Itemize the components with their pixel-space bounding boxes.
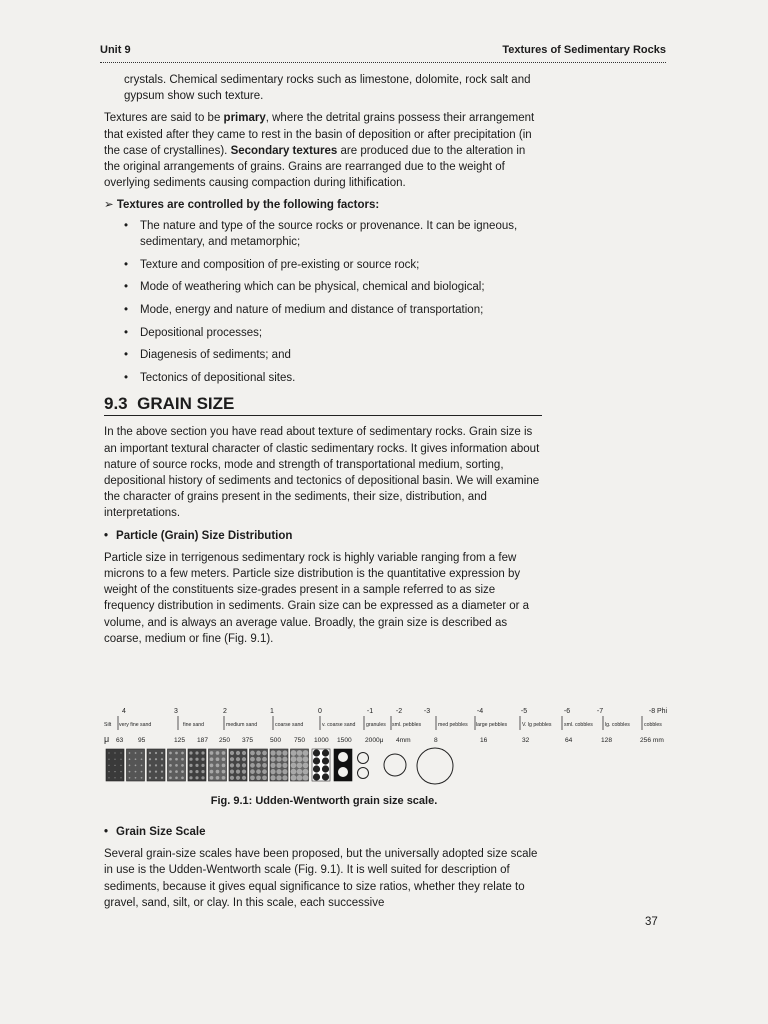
grain-dot <box>149 777 151 779</box>
grain-dot <box>114 771 115 772</box>
size-class-label: V. lg pebbles <box>522 722 552 728</box>
grain-dot <box>149 764 151 766</box>
bullet: • <box>104 826 109 838</box>
grain-dot <box>155 777 157 779</box>
grain-dot <box>222 770 226 774</box>
grain-dot <box>141 771 143 773</box>
grain-dot <box>129 752 131 754</box>
bullet: • <box>124 303 129 316</box>
grain-dot <box>303 775 309 781</box>
grain-dot <box>135 758 137 760</box>
list-item <box>124 218 544 250</box>
grain-dot <box>189 758 192 761</box>
grain-dot <box>276 757 281 762</box>
bullet: • <box>124 326 129 339</box>
grain-dot <box>169 776 172 779</box>
grain-dot <box>108 771 109 772</box>
pebble-hole <box>338 752 348 762</box>
grain-dot <box>161 771 163 773</box>
size-class-label: coarse sand <box>275 722 304 728</box>
list-item-text: Mode, energy and nature of medium and distance of transportation; <box>140 303 484 316</box>
bullet: • <box>124 372 129 385</box>
phi-value: 3 <box>174 708 178 715</box>
grain-dot <box>120 771 121 772</box>
texture-paragraph <box>104 110 544 191</box>
size-class-label: lg. cobbles <box>605 722 630 728</box>
grain-dot <box>270 757 275 762</box>
term-secondary-textures: Secondary textures <box>230 144 338 157</box>
phi-value: -6 <box>563 708 571 715</box>
granule-dot <box>313 757 320 764</box>
grain-dot <box>169 770 172 773</box>
granule-dot <box>322 757 329 764</box>
list-item <box>124 347 544 363</box>
grain-dot <box>141 765 143 767</box>
size-class-label: medium sand <box>226 722 258 728</box>
grain-dot <box>282 775 287 780</box>
grain-dot <box>135 771 137 773</box>
grain-dot <box>276 750 281 755</box>
grain-dot <box>195 764 198 767</box>
grain-dot <box>222 751 226 755</box>
grain-dot <box>181 758 184 761</box>
grain-dot <box>149 758 151 760</box>
grain-dot <box>155 752 157 754</box>
chapter-title: Textures of Sedimentary Rocks <box>502 44 666 56</box>
grain-dot <box>256 751 261 756</box>
grain-dot <box>114 765 115 766</box>
grain-dot <box>129 758 131 760</box>
intro-continuation: crystals. Chemical sedimentary rocks such as limestone, dolomite, rock salt and gypsum show such texture. <box>124 74 531 103</box>
grain-dot <box>135 777 137 779</box>
size-class-label: sml. cobbles <box>564 722 593 728</box>
mu-symbol: μ <box>104 734 110 744</box>
mm-value: 8 <box>434 737 438 744</box>
grain-dot <box>161 764 163 766</box>
grain-dot <box>108 777 109 778</box>
grain-dot <box>169 764 172 767</box>
grain-dot <box>175 764 178 767</box>
size-class-label: cobbles <box>644 722 662 728</box>
micron-value: 1000 <box>314 737 329 744</box>
micron-value: 250 <box>219 737 231 744</box>
page-number: 37 <box>645 916 658 928</box>
micron-value: 750 <box>294 737 306 744</box>
phi-value: -1 <box>366 708 374 715</box>
grain-dot <box>175 776 178 779</box>
grain-dot <box>189 764 192 767</box>
grain-dot <box>262 757 267 762</box>
size-class-label: granules <box>366 722 386 728</box>
mm-value: 64 <box>565 737 573 744</box>
grain-dot <box>242 776 246 780</box>
grain-dot <box>250 769 255 774</box>
phi-value: -2 <box>395 708 403 715</box>
grain-dot <box>291 763 297 769</box>
grain-dot <box>141 758 143 760</box>
phi-value: -3 <box>423 708 431 715</box>
grain-dot <box>201 770 204 773</box>
grain-dot <box>201 751 204 754</box>
grain-dot <box>189 776 192 779</box>
phi-value: 4 <box>122 708 126 715</box>
grain-dot <box>230 770 234 774</box>
grain-dot <box>282 769 287 774</box>
micron-value: 187 <box>197 737 209 744</box>
mm-value: 16 <box>480 737 488 744</box>
mm-value: 256 mm <box>640 737 664 744</box>
grain-dot <box>195 751 198 754</box>
size-class-label: Silt <box>104 722 112 728</box>
list-item-text: Depositional processes; <box>140 326 263 339</box>
grain-dot <box>270 750 275 755</box>
grain-dot <box>216 757 220 761</box>
bullet: • <box>124 349 129 362</box>
grain-dot <box>210 776 214 780</box>
mm-value: 32 <box>522 737 530 744</box>
grain-dot <box>256 757 261 762</box>
micron-value: 95 <box>138 737 146 744</box>
grain-dot <box>303 769 309 775</box>
grain-dot <box>189 751 192 754</box>
section-heading <box>104 396 542 416</box>
term-primary: primary <box>223 112 266 125</box>
grain-dot <box>210 757 214 761</box>
grain-dot <box>169 752 172 755</box>
grain-dot <box>129 765 131 767</box>
grain-dot <box>262 769 267 774</box>
phi-value: -7 <box>596 708 604 715</box>
unit-label: Unit 9 <box>100 44 131 56</box>
grain-dot <box>297 763 303 769</box>
grain-dot <box>149 771 151 773</box>
grain-dot <box>155 764 157 766</box>
grain-dot <box>114 752 115 753</box>
running-header <box>100 44 666 63</box>
list-item-text: Mode of weathering which can be physical, chemical and biological; <box>140 281 485 294</box>
grain-dot <box>303 763 309 769</box>
section-number: 9.3 <box>104 394 128 414</box>
subheading-scale <box>104 824 544 840</box>
size-class-label: sml. pebbles <box>392 722 422 728</box>
phi-value: -8 <box>648 708 656 715</box>
grain-dot <box>291 750 297 756</box>
granule-dot <box>313 773 320 780</box>
grain-dot <box>149 752 151 754</box>
grain-dot <box>222 764 226 768</box>
size-class-label: large pebbles <box>476 722 508 728</box>
grain-dot <box>141 777 143 779</box>
mm-value: 4mm <box>396 737 411 744</box>
list-item <box>124 257 544 273</box>
phi-value: -4 <box>476 708 484 715</box>
text-run: are produced due to the alteration in the original arrangements of grains. Grains are rearranged due to the weight of overlying sediments causing compaction during lithification. <box>104 144 526 190</box>
grain-dot <box>236 770 240 774</box>
scale-paragraph: Several grain-size scales have been proposed, but the universally adopted size scale in use is the Udden-Wentworth scale (Fig. 9.1). It is well suited for description of sediments, because it gives equal significance to size ratios, whether they relate to gravel, sand, silt, or clay. In this scale, each successive <box>104 848 538 909</box>
grain-dot <box>236 763 240 767</box>
text-run: , where the detrital grains possess their arrangement that existed after they came to rest in the basin of deposition or after precipitation (in the case of crystallines). <box>104 112 535 157</box>
grain-dot <box>291 756 297 762</box>
grain-dot <box>262 763 267 768</box>
granule-dot <box>322 765 329 772</box>
granule-dot <box>322 773 329 780</box>
grain-dot <box>230 751 234 755</box>
grain-dot <box>270 769 275 774</box>
size-class-label: v. coarse sand <box>322 722 356 728</box>
main-text <box>104 72 544 653</box>
grain-dot <box>297 769 303 775</box>
grain-dot <box>236 757 240 761</box>
grain-dot <box>250 757 255 762</box>
grain-dot <box>181 776 184 779</box>
grain-dot <box>181 770 184 773</box>
grain-dot <box>108 759 109 760</box>
phi-label: Phi <box>657 708 668 715</box>
pebble-hole <box>338 767 348 777</box>
grain-size-figure <box>104 705 680 813</box>
bullet: • <box>124 281 129 294</box>
text-run: Textures are said to be <box>104 112 224 125</box>
grain-dot <box>242 770 246 774</box>
grain-dot <box>216 770 220 774</box>
list-item-text: Texture and composition of pre-existing or source rock; <box>140 258 420 271</box>
bullet: • <box>104 529 109 542</box>
grain-dot <box>161 777 163 779</box>
grain-dot <box>222 776 226 780</box>
grain-dot <box>155 771 157 773</box>
grain-dot <box>175 752 178 755</box>
grain-dot <box>195 770 198 773</box>
grain-dot <box>114 777 115 778</box>
factors-heading: ➢ Textures are controlled by the following factors: <box>104 199 380 212</box>
phi-value: -5 <box>520 708 528 715</box>
list-item-text: The nature and type of the source rocks or provenance. It can be igneous, sedimentary, and metamorphic; <box>140 219 518 248</box>
grain-dot <box>236 776 240 780</box>
grain-dot <box>201 758 204 761</box>
grain-dot <box>256 763 261 768</box>
grain-dot <box>216 751 220 755</box>
grain-dot <box>303 756 309 762</box>
grain-size-paragraph: In the above section you have read about texture of sedimentary rocks. Grain size is an important textural character of clastic sedimentary rocks. It gives information about nature of source rocks, mode and strength of transportational medium, sorting, depositional history of sediments and tectonics of depositional basin. We will examine the character of grains present in the sediments, their size, distribution, and interpretations. <box>104 426 540 520</box>
grain-dot <box>222 757 226 761</box>
list-item <box>124 325 544 341</box>
grain-dot <box>201 776 204 779</box>
grain-dot <box>120 759 121 760</box>
grain-dot <box>135 752 137 754</box>
grain-dot <box>189 770 192 773</box>
list-item <box>124 370 544 386</box>
grain-dot <box>242 757 246 761</box>
grain-dot <box>250 751 255 756</box>
grain-dot <box>262 751 267 756</box>
size-class-label: very fine sand <box>119 722 152 728</box>
figure-caption: Fig. 9.1: Udden-Wentworth grain size scale. <box>210 795 438 807</box>
grain-dot <box>161 752 163 754</box>
micron-value: 375 <box>242 737 254 744</box>
list-item <box>124 302 544 318</box>
grain-dot <box>195 776 198 779</box>
micron-value: 2000μ <box>365 737 384 744</box>
grain-dot <box>129 777 131 779</box>
list-item-text: Diagenesis of sediments; and <box>140 349 291 362</box>
phi-value: 1 <box>270 708 274 715</box>
grain-dot <box>236 751 240 755</box>
grain-dot <box>303 750 309 756</box>
grain-dot <box>297 750 303 756</box>
grain-dot <box>181 764 184 767</box>
grain-dot <box>210 770 214 774</box>
bullet: • <box>124 219 129 232</box>
grain-dot <box>161 758 163 760</box>
phi-value: 2 <box>223 708 227 715</box>
grain-dot <box>201 764 204 767</box>
grain-dot <box>282 763 287 768</box>
grain-dot <box>108 752 109 753</box>
pebble-circle-large <box>417 748 453 784</box>
grain-dot <box>155 758 157 760</box>
micron-value: 1500 <box>337 737 352 744</box>
granule-dot <box>313 765 320 772</box>
distribution-paragraph: Particle size in terrigenous sedimentary rock is highly variable ranging from a few microns to a few meters. Particle size distribution is the quantitative expression by weight of the constituents size-grades present in a sample referred to as size frequency distribution in sediments. Grain size can be expressed as a diameter or a volume, and is always an average value. Broadly, the grain size is described as coarse, medium or fine (Fig. 9.1). <box>104 551 530 645</box>
pebble-circle-small <box>358 753 369 764</box>
grain-dot <box>210 751 214 755</box>
grain-dot <box>195 758 198 761</box>
grain-dot <box>291 769 297 775</box>
grain-dot <box>276 769 281 774</box>
grain-dot <box>242 751 246 755</box>
grain-dot <box>120 752 121 753</box>
list-item <box>124 279 544 295</box>
factors-list <box>104 218 544 387</box>
subheading-distribution <box>104 528 544 544</box>
phi-value: 0 <box>318 708 322 715</box>
grain-dot <box>114 759 115 760</box>
bullet: • <box>124 258 129 271</box>
grain-dot <box>216 776 220 780</box>
grain-dot <box>175 758 178 761</box>
micron-value: 125 <box>174 737 186 744</box>
grain-dot <box>270 763 275 768</box>
grain-dot <box>129 771 131 773</box>
mm-value: 128 <box>601 737 613 744</box>
grain-dot <box>175 770 178 773</box>
grain-dot <box>270 775 275 780</box>
grain-dot <box>250 775 255 780</box>
lower-text <box>104 818 544 911</box>
size-class-label: med pebbles <box>438 722 468 728</box>
grain-dot <box>276 775 281 780</box>
granule-dot <box>322 749 329 756</box>
grain-dot <box>297 775 303 781</box>
grain-dot <box>181 752 184 755</box>
grain-dot <box>282 757 287 762</box>
grain-dot <box>230 776 234 780</box>
subheading-text: Particle (Grain) Size Distribution <box>116 529 293 542</box>
grain-dot <box>276 763 281 768</box>
grain-dot <box>256 775 261 780</box>
grain-dot <box>210 764 214 768</box>
grain-dot <box>297 756 303 762</box>
grain-dot <box>120 777 121 778</box>
size-class-label: fine sand <box>183 722 205 728</box>
list-item-text: Tectonics of depositional sites. <box>140 372 296 385</box>
grain-dot <box>169 758 172 761</box>
grain-dot <box>291 775 297 781</box>
grain-dot <box>108 765 109 766</box>
grain-dot <box>230 757 234 761</box>
subheading-text: Grain Size Scale <box>116 826 206 838</box>
udden-wentworth-scale <box>104 705 680 793</box>
pebble-circle-medium <box>384 754 406 776</box>
grain-dot <box>120 765 121 766</box>
grain-dot <box>216 764 220 768</box>
grain-dot <box>141 752 143 754</box>
grain-dot <box>262 775 267 780</box>
grain-dot <box>250 763 255 768</box>
grain-dot <box>230 763 234 767</box>
micron-value: 63 <box>116 737 124 744</box>
granule-dot <box>313 749 320 756</box>
grain-dot <box>282 750 287 755</box>
section-title-text: GRAIN SIZE <box>137 394 235 414</box>
pebble-circle-small <box>358 768 369 779</box>
grain-dot <box>256 769 261 774</box>
grain-dot <box>242 763 246 767</box>
micron-value: 500 <box>270 737 282 744</box>
grain-dot <box>135 765 137 767</box>
